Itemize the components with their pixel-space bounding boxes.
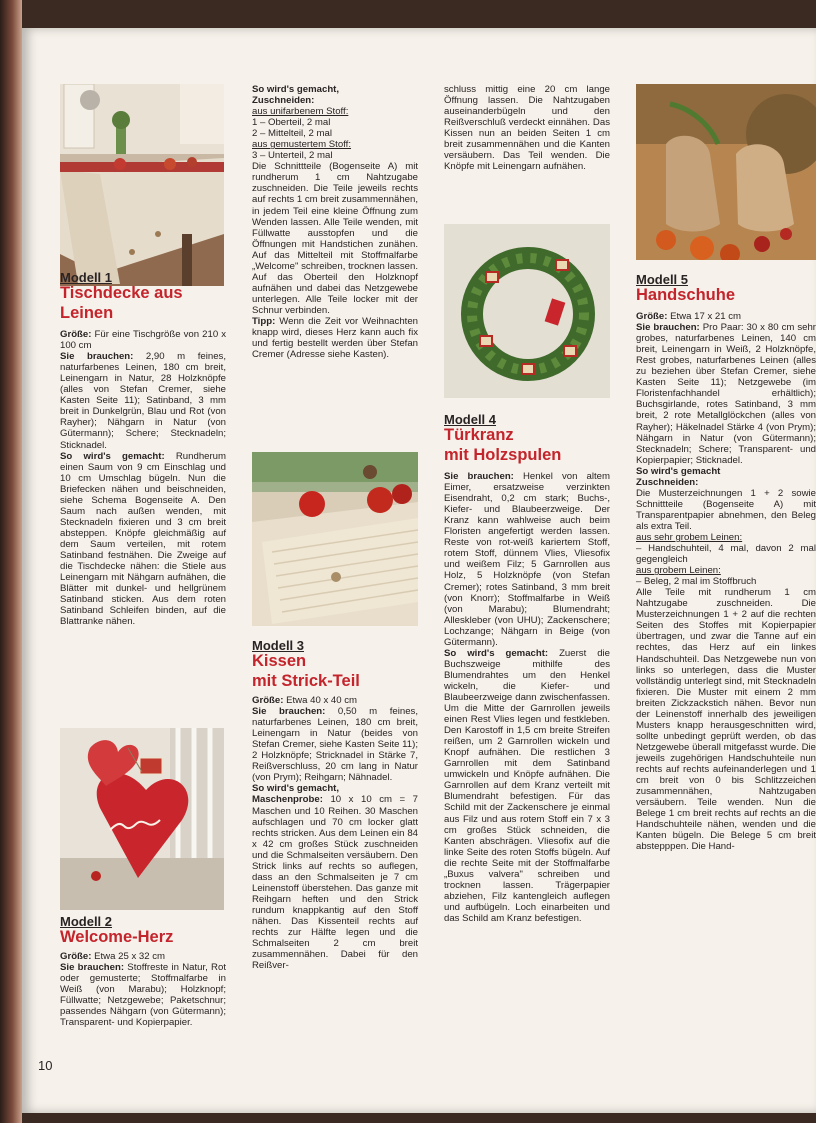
instructions-text: Zuerst die Buchszweige mithilfe des Blumendrahtes um den Henkel wickeln, die Kiefer- und Blaubeerzweige dann zwischenfassen. Um die Mitte der Garnrollen jeweils einen Rest Vlies legen und festkleben. Den Karostoff in 1,5 cm breite Streifen reißen, um 2 Garnrollen wickeln und Knopf aufnähen. Die restlichen 3 Garnrollen mit dem Satinband umwickeln und Knöpfe aufnähen. Die Garnrollen auf dem Kranz verteilt mit Blumendraht befestigen. Für das Schild mit der Zackenschere je einmal aus Filz und aus rotem Stoff ein 7 x 3 cm großes Stück schneiden, die Kanten abschrägen. Vliesofix auf die linke Seite des roten Stoffs bügeln. Auf die rechte Seite mit der Stoffmalfarbe „Buxus valvera" schreiben und trocknen lassen. Trägerpapier abziehen, Filz kantengleich auflegen und aufbügeln. Loch einarbeiten und das Schild am Kranz befestigen. — [444, 647, 610, 924]
photo-gloves — [636, 84, 816, 260]
modell-1-size — [60, 329, 226, 351]
size-text: Etwa 40 x 40 cm — [283, 695, 358, 707]
materials-label: Sie brauchen: — [60, 962, 125, 974]
modell-2-size — [60, 951, 226, 962]
plain-item-1: 1 – Oberteil, 2 mal — [252, 117, 331, 129]
modell-4-title-line1: Türkranz — [444, 426, 514, 445]
modell-4-title-line2: mit Holzspulen — [444, 446, 562, 465]
modell-5-heading: Modell 5 — [636, 272, 689, 287]
column-2-bottom — [252, 640, 418, 971]
materials-text: Pro Paar: 30 x 80 cm sehr grobes, naturfarbenes Leinen, 140 cm breit, Leinengarn in Weiß, 2 Holzknöpfe, Rest grobes, naturfarbenes Leinen (alles zu beziehen über Stefan Cremer, siehe Kasten Seite 11); Netzgewebe (im Floristenfachhandel erhältlich); Buchsgirlande, rotes Satinband, 3 mm breit, 2 rote Metallglöckchen (alles von Rayher); Häkelnadel Stärke 4 (von Prym); Nähgarn in Natur (von Gütermann); Stecknadeln; Schere; Transparent- und Kopierpapier; Sticknadel. — [636, 322, 816, 466]
column-3-bottom — [444, 414, 610, 924]
modell-3-title-line1: Kissen — [252, 652, 307, 671]
column-3 — [444, 84, 610, 172]
modell-2-tip — [252, 316, 418, 360]
size-text: Für eine Tischgröße von 210 x 100 cm — [60, 329, 226, 352]
modell-3-size — [252, 695, 418, 706]
fine-linen-item: – Handschuhteil, 4 mal, davon 2 mal gegengleich — [636, 543, 816, 566]
modell-2-materials — [60, 962, 226, 1028]
photo-tablecloth — [60, 84, 224, 286]
instructions-text: Rundherum einen Saum von 9 cm Einschlag und 10 cm Umschlag bügeln. Nun die Briefecken nähen und beischneiden, siehe Schema Bogenseite A. Den Saum nach außen wenden, mit Stecknadeln fixieren und 3 cm breit absteppen. Knöpfe gleichmäßig auf dem Saum verteilen, mit rotem Satinband festnähen. Die Zweige auf die Tischdecke nähen: die Stiele aus Leinengarn mit Nähgarn aufnähen, die Blätter mit dunkel- und hellgrünem Satinband sticken. Aus dem roten Satinband Schleifen binden, auf die Blattranke nähen. — [60, 450, 227, 628]
modell-1-title-line1: Tischdecke aus — [60, 284, 183, 303]
modell-4-heading: Modell 4 — [444, 412, 497, 427]
pattern-item-1: 3 – Unterteil, 2 mal — [252, 150, 333, 162]
modell-2-title: Welcome-Herz — [60, 928, 174, 947]
fine-linen-label: aus sehr grobem Leinen: — [636, 531, 743, 543]
modell-3-materials — [252, 706, 418, 783]
magazine-binding — [0, 0, 22, 1123]
instructions-label: So wird's gemacht: — [60, 450, 165, 462]
materials-text: Stoffreste in Natur, Rot oder gemusterte; Stoffmalfarbe in Weiß (von Marabu); Holzknopf; Füllwatte; Netzgewebe; Paketschnur; passendes Nähgarn (von Gütermann); Transparent- und Kopierpapier. — [60, 962, 226, 1029]
materials-text: 2,90 m feines, naturfarbenes Leinen, 180 cm breit, Leinengarn in Natur, 28 Holzknöpfe (alles von Stefan Cremer, siehe Kasten Seite 11); Satinband, 3 mm breit in Dunkelgrün, Blau und Rot (von Rayher); Nähgarn in Natur (von Gütermann); Schere; Stecknadeln; Sticknadel. — [60, 351, 226, 451]
modell-3-continued: schluss mittig eine 20 cm lange Öffnung lassen. Die Nahtzugaben auseinanderbügeln und den Reißverschluß verdeckt einnähen. Das Kissen nun an beiden Seiten 1 cm breit zusammennähen und die Kanten versäubern. Das Teil wenden. Die Knöpfe mit Leinengarn aufnähen. — [444, 84, 610, 173]
gauge-text: 10 x 10 cm = 7 Maschen und 10 Reihen. 30 Maschen aufschlagen und 70 cm locker glatt rechts stricken. Aus dem Leinen ein 84 x 42 cm großes Stück zuschneiden und die Schmalseiten versäubern. Den Strick links auf rechts so auflegen, dass an den Schmalseiten je 7 cm Leinenstoff überstehen. Das ganze mit Reihgarn heften und den Strick rundum knappkantig auf den Stoff nähen. Das Kissenteil rechts auf rechts zur Hälfte legen und die Schmalseiten 2 cm breit zusammennähen. Dabei für den Reißver- — [252, 794, 418, 972]
modell-3-instructions — [252, 794, 418, 971]
pattern-fabric-label: aus gemustertem Stoff: — [252, 139, 352, 151]
modell-4-materials — [444, 471, 610, 648]
coarse-linen-label: aus grobem Leinen: — [636, 565, 721, 577]
modell-1-title-line2: Leinen — [60, 304, 114, 323]
column-1-bottom — [60, 916, 226, 1028]
plain-fabric-label: aus unifarbenem Stoff: — [252, 106, 349, 118]
page-number: 10 — [38, 1058, 53, 1073]
modell-5-body: Alle Teile mit rundherum 1 cm Nahtzugabe zuschneiden. Die Musterzeichnungen 1 + 2 auf die rechten Seiten des Stoffes mit Kopierpapier übertragen, und zwar die Tanne auf ein rechtes, das Herz auf ein linkes Handschuhteil. Das Netzgewebe nun von links so unterlegen, dass die Muster vollständig unterlegt sind, mit Stecknadeln fixieren. Die Muster mit einem 2 mm breiten Zickzackstich nähen. Bevor nun der Leinenstoff innerhalb des jeweiligen Musters knapp herausgeschnitten wird, sollte unbedingt geprüft werden, ob das Netzgewebe überall mitgefasst wurde. Die jeweils zugehörigen Handschuhteile nun rechts auf rechts aufeinanderlegen und 1 cm breit von 0 bis Schlitzzeichen zusammennähen, Nahtzugaben versäubern. Teile wenden. Nun die Belege 1 cm breit rechts auf rechts an die Handschuhteile nähen, wenden und die Kanten bügeln. Die Belege 5 cm breit abstepppen. Die Hand- — [636, 587, 816, 853]
modell-5-how-label: So wird's gemacht — [636, 465, 721, 477]
modell-1-materials — [60, 351, 226, 450]
materials-label: Sie brauchen: — [636, 322, 700, 334]
tip-text: Wenn die Zeit vor Weihnachten knapp wird, dieses Herz kann auch fix und fertig bestellt werden über Stefan Cremer (Adresse siehe Kasten). — [252, 315, 418, 361]
modell-5-materials — [636, 322, 816, 466]
modell-5-cut-text: Die Musterzeichnungen 1 + 2 sowie Schnittteile (Bogenseite A) mit Transparentpapier abnehmen, den Beleg als extra Teil. — [636, 487, 816, 532]
size-label: Größe: — [252, 695, 284, 707]
photo-cushion — [252, 452, 418, 626]
modell-5-size — [636, 311, 816, 322]
photo-welcome-heart — [60, 728, 224, 910]
plain-item-2: 2 – Mittelteil, 2 mal — [252, 128, 332, 140]
size-label: Größe: — [60, 329, 92, 341]
modell-2-body: Die Schnittteile (Bogenseite A) mit rundherum 1 cm Nahtzugabe zuschneiden. Die Teile jeweils rechts auf rechts 1 cm breit zusammennähen, in jedem Teil eine kleine Öffnung zum Wenden lassen. Alle Teile wenden, mit Füllwatte ausstopfen und die Öffnungen mit Handstichen zunähen. Auf das Mittelteil mit Stoffmalfarbe „Welcome" schreiben, trocknen lassen. Auf das Oberteil den Holzknopf aufnähen und dabei das Netzgewebe unterlegen. Alle Teile locker mit der Schnur verbinden. — [252, 161, 418, 316]
gauge-label: Maschenprobe: — [252, 794, 323, 806]
cut-label: Zuschneiden: — [252, 95, 315, 107]
column-4 — [636, 274, 816, 852]
instructions-label: So wird's gemacht: — [444, 647, 549, 659]
photo-wreath — [444, 224, 610, 398]
modell-2-how-label: So wird's gemacht, — [252, 84, 340, 95]
modell-3-title-line2: mit Strick-Teil — [252, 672, 360, 691]
modell-4-instructions — [444, 648, 610, 924]
modell-5-title: Handschuhe — [636, 286, 736, 305]
column-2 — [252, 84, 418, 360]
materials-label: Sie brauchen: — [444, 471, 514, 483]
materials-label: Sie brauchen: — [252, 706, 326, 718]
column-1 — [60, 272, 226, 627]
modell-5-cut-label: Zuschneiden: — [636, 476, 699, 488]
materials-text: 0,50 m feines, naturfarbenes Leinen, 180 cm breit, Leinengarn in Natur (beides von Stefan Cremer, siehe Kasten Seite 11); 2 Holzknöpfe; Stricknadel in Stärke 7, Reißverschluss, 20 cm lang in Natur (von Prym); Reihgarn; Nähnadel. — [252, 706, 418, 784]
coarse-linen-item: – Beleg, 2 mal im Stoffbruch — [636, 576, 757, 588]
modell-2-heading: Modell 2 — [60, 914, 113, 929]
magazine-page — [22, 28, 816, 1113]
size-text: Etwa 25 x 32 cm — [91, 951, 166, 963]
materials-text: Henkel von altem Eimer, ersatzweise verzinkten Eisendraht, 0,2 cm stark; Buchs-, Kiefer- und Blaubeerzweige. Der Kranz kann wahlweise auch beim Floristen angefertigt werden lassen. Reste von rot-weiß kariertem Stoff, rotem Stoff, dünnem Vlies, Vliesofix und weißem Filz; 5 Garnrollen aus Holz, 5 Holzknöpfe (von Stefan Cremer); rotes Satinband, 3 mm breit (von Knorr); Stoffmalfarbe in Weiß (von Marabu); Blumendraht; Alleskleber (von UHU); Zackenschere; Lochzange; Nähgarn in Beige (von Gütermann). — [444, 471, 610, 648]
modell-1-instructions — [60, 451, 226, 628]
size-label: Größe: — [636, 311, 668, 323]
size-text: Etwa 17 x 21 cm — [667, 311, 742, 323]
tip-label: Tipp: — [252, 315, 276, 327]
materials-label: Sie brauchen: — [60, 351, 134, 363]
modell-3-how-label: So wird's gemacht, — [252, 783, 340, 795]
modell-1-heading: Modell 1 — [60, 270, 113, 285]
size-label: Größe: — [60, 951, 92, 963]
modell-3-heading: Modell 3 — [252, 638, 305, 653]
